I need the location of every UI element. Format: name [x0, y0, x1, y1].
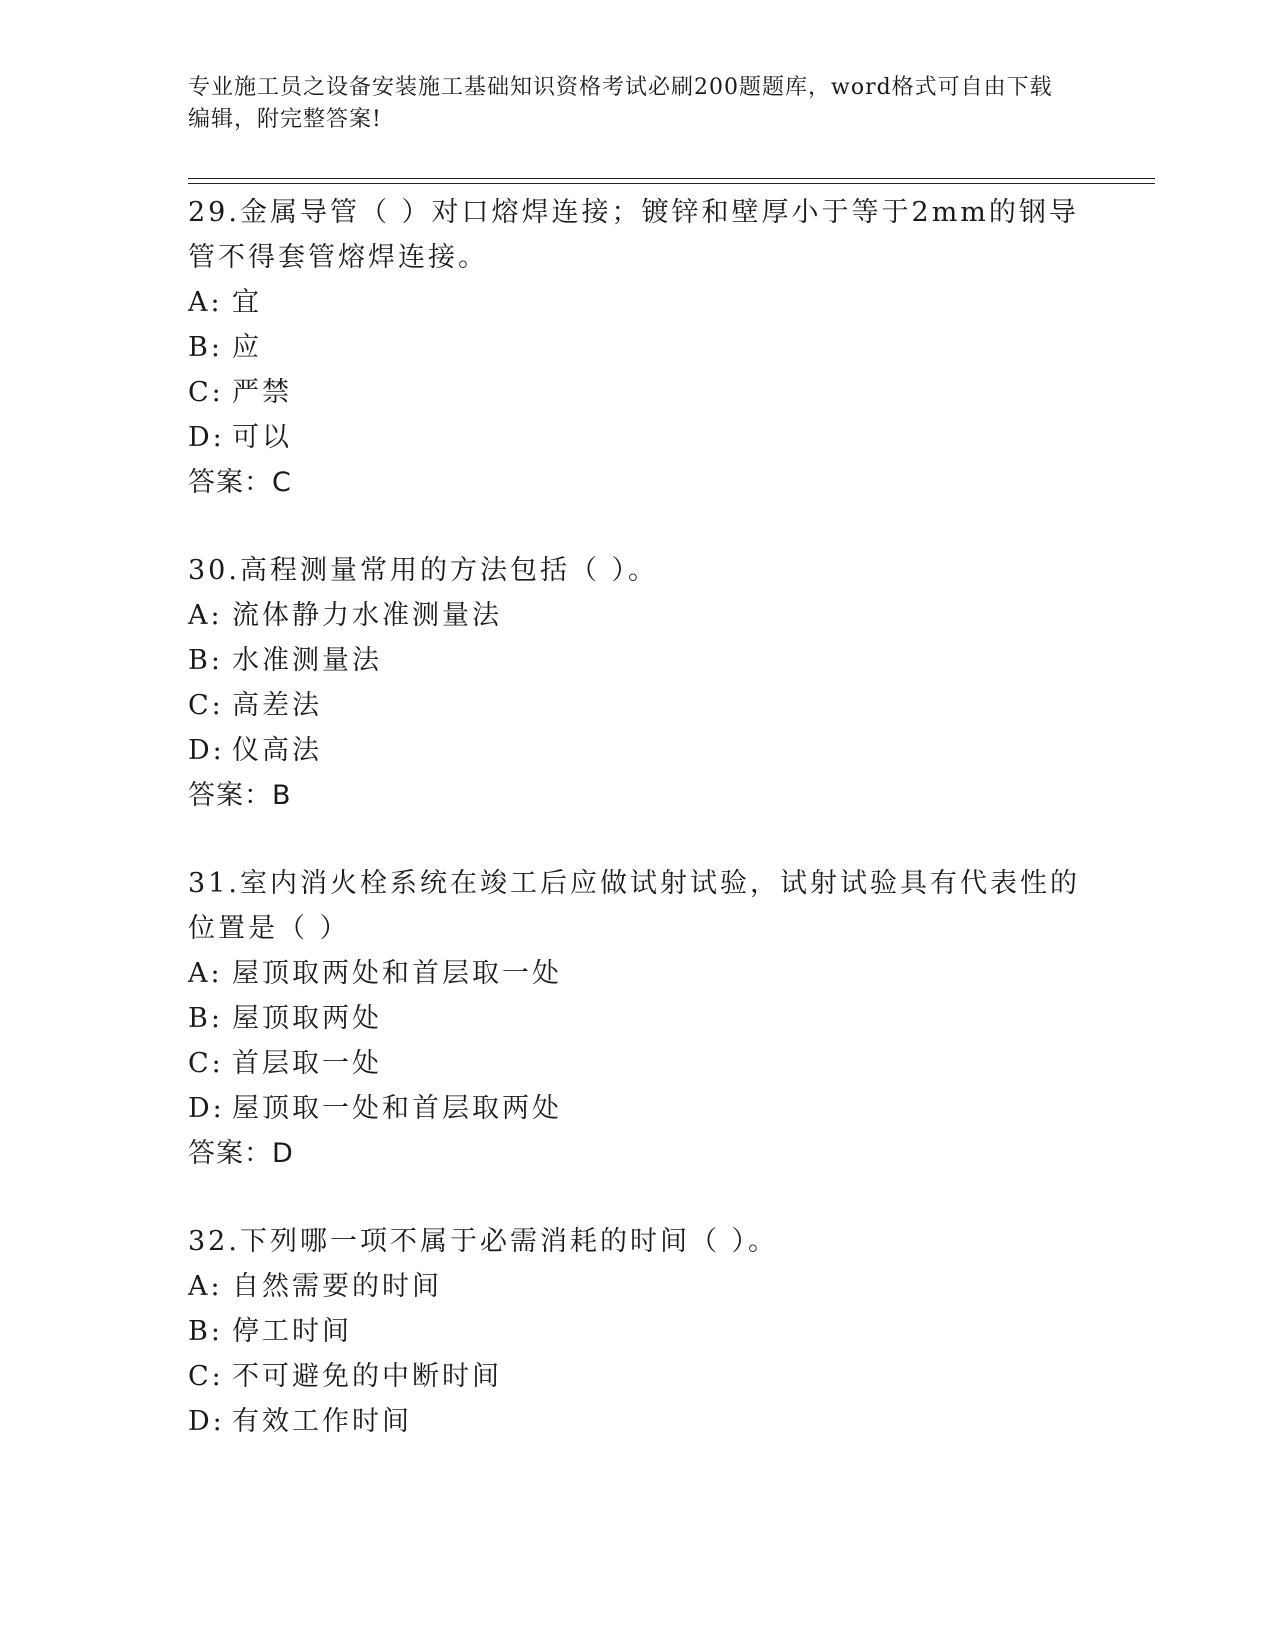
option-key: C:	[188, 1048, 224, 1079]
option-text: 首层取一处	[232, 1048, 382, 1079]
option-b	[188, 638, 1088, 683]
option-c	[188, 370, 1088, 415]
option-c	[188, 1354, 1088, 1399]
option-d	[188, 1399, 1088, 1444]
option-text: 屋顶取两处和首层取一处	[232, 958, 562, 989]
question-stem: 32.下列哪一项不属于必需消耗的时间（ ）。	[188, 1226, 779, 1257]
option-b	[188, 996, 1088, 1041]
option-key: D:	[188, 422, 225, 453]
option-text: 屋顶取一处和首层取两处	[232, 1093, 562, 1124]
option-a	[188, 593, 1088, 638]
option-a	[188, 951, 1088, 996]
answer-line: 答案：B	[188, 780, 292, 811]
option-text: 水准测量法	[232, 645, 382, 676]
option-key: C:	[188, 1361, 224, 1392]
option-key: D:	[188, 735, 225, 766]
document-header: 专业施工员之设备安装施工基础知识资格考试必刷200题题库，word格式可自由下载编辑，附完整答案!	[188, 75, 1053, 132]
header-divider-top	[188, 178, 1155, 179]
option-text: 严禁	[232, 377, 292, 408]
question-30	[188, 548, 1088, 818]
option-key: A:	[188, 600, 223, 631]
option-d	[188, 415, 1088, 460]
option-a	[188, 280, 1088, 325]
question-stem: 29.金属导管（ ）对口熔焊连接；镀锌和壁厚小于等于2mm的钢导管不得套管熔焊连接。	[188, 197, 1079, 273]
option-key: C:	[188, 690, 224, 721]
option-key: B:	[188, 645, 223, 676]
option-text: 仪高法	[232, 735, 322, 766]
question-32	[188, 1219, 1088, 1444]
option-text: 自然需要的时间	[232, 1271, 442, 1302]
option-key: B:	[188, 1316, 223, 1347]
option-c	[188, 1041, 1088, 1086]
option-text: 流体静力水准测量法	[232, 600, 502, 631]
answer-line: 答案：C	[188, 467, 292, 498]
question-stem: 30.高程测量常用的方法包括（ ）。	[188, 555, 659, 586]
option-key: A:	[188, 287, 223, 318]
option-text: 有效工作时间	[232, 1406, 412, 1437]
option-text: 屋顶取两处	[232, 1003, 382, 1034]
header-divider-bottom	[188, 183, 1155, 184]
option-text: 停工时间	[232, 1316, 352, 1347]
question-stem: 31.室内消火栓系统在竣工后应做试射试验，试射试验具有代表性的位置是（ ）	[188, 868, 1080, 944]
option-key: D:	[188, 1093, 225, 1124]
question-29	[188, 190, 1088, 505]
question-list	[188, 190, 1088, 1487]
option-text: 应	[232, 332, 262, 363]
option-key: B:	[188, 1003, 223, 1034]
option-text: 可以	[232, 422, 292, 453]
option-a	[188, 1264, 1088, 1309]
option-text: 高差法	[232, 690, 322, 721]
option-b	[188, 1309, 1088, 1354]
option-key: A:	[188, 958, 223, 989]
option-c	[188, 683, 1088, 728]
option-d	[188, 1086, 1088, 1131]
option-key: A:	[188, 1271, 223, 1302]
option-text: 宜	[232, 287, 262, 318]
option-b	[188, 325, 1088, 370]
option-key: B:	[188, 332, 223, 363]
answer-line: 答案：D	[188, 1138, 294, 1169]
question-31	[188, 861, 1088, 1176]
option-key: D:	[188, 1406, 225, 1437]
option-text: 不可避免的中断时间	[232, 1361, 502, 1392]
option-d	[188, 728, 1088, 773]
option-key: C:	[188, 377, 224, 408]
